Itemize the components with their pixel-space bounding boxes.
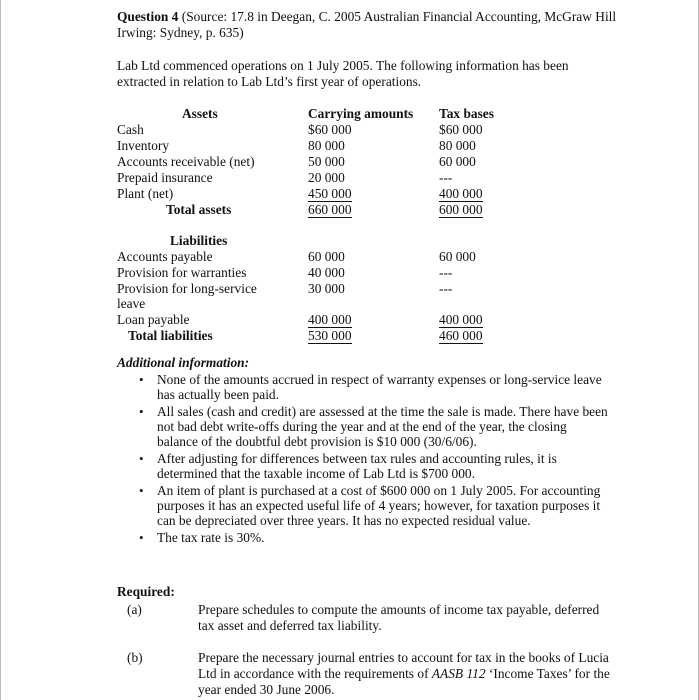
asset-carrying-receivable: 50 000 [308, 154, 345, 169]
intro-paragraph: Lab Ltd commenced operations on 1 July 2005. The following information has been extracted in relation to Lab Ltd’s first year of operations. [117, 58, 569, 89]
total-assets-tax: 600 000 [439, 202, 483, 217]
bullet-icon: • [139, 372, 144, 387]
required-a-label: (a) [127, 602, 142, 617]
asset-label-prepaid: Prepaid insurance [117, 170, 213, 185]
asset-tax-prepaid: --- [439, 170, 453, 185]
list-item: • An item of plant is purchased at a cost of $600 000 on 1 July 2005. For accounting purposes it has an expected useful life of 4 years; however, for taxation purposes it can be depreciated over three years. It has no expected residual value. [139, 483, 601, 528]
liability-label-warranties: Provision for warranties [117, 265, 247, 280]
required-b-text: Prepare the necessary journal entries to account for tax in the books of Lucia Ltd in accordance with the requirements of AASB 112 ‘Income Taxes’ for the year ended 30 June 2006. [198, 650, 610, 697]
list-item: • After adjusting for differences between tax rules and accounting rules, it is determined that the taxable income of Lab Ltd is $700 000. [139, 451, 557, 481]
asset-carrying-cash: $60 000 [308, 122, 352, 137]
liability-label-lsl-line1: Provision for long-service [117, 281, 257, 296]
question-label: Question 4 [117, 9, 179, 24]
list-item: • The tax rate is 30%. [139, 530, 265, 545]
liability-label-lsl-line2: leave [117, 296, 146, 311]
liabilities-header: Liabilities [170, 233, 228, 248]
total-assets-label: Total assets [166, 202, 232, 217]
total-liabilities-label: Total liabilities [128, 328, 213, 343]
asset-carrying-prepaid: 20 000 [308, 170, 345, 185]
carrying-amounts-header: Carrying amounts [308, 106, 414, 121]
required-a-text: Prepare schedules to compute the amounts of income tax payable, deferred tax asset and deferred tax liability. [198, 602, 600, 633]
liability-tax-loan: 400 000 [439, 312, 483, 327]
liability-tax-payable: 60 000 [439, 249, 476, 264]
liability-label-loan: Loan payable [117, 312, 190, 327]
bullet-icon: • [139, 530, 144, 545]
bullet-icon: • [139, 451, 144, 466]
asset-carrying-plant: 450 000 [308, 186, 352, 201]
total-assets-carrying: 660 000 [308, 202, 352, 217]
liability-carrying-payable: 60 000 [308, 249, 345, 264]
bullet-icon: • [139, 483, 144, 498]
liability-carrying-warranties: 40 000 [308, 265, 345, 280]
total-liabilities-carrying: 530 000 [308, 328, 352, 343]
asset-label-plant: Plant (net) [117, 186, 174, 201]
asset-label-inventory: Inventory [117, 138, 170, 153]
asset-tax-inventory: 80 000 [439, 138, 476, 153]
question-heading [117, 9, 617, 41]
additional-info-title: Additional information: [117, 355, 250, 370]
required-title: Required: [117, 584, 175, 599]
total-liabilities-tax: 460 000 [439, 328, 483, 343]
asset-carrying-inventory: 80 000 [308, 138, 345, 153]
asset-tax-plant: 400 000 [439, 186, 483, 201]
asset-label-cash: Cash [117, 122, 144, 137]
liability-carrying-loan: 400 000 [308, 312, 352, 327]
additional-info-list [139, 372, 609, 547]
question-source: (Source: 17.8 in Deegan, C. 2005 Australian Financial Accounting, McGraw Hill Irwing: Sydney, p. 635) [117, 9, 617, 40]
liability-carrying-lsl: 30 000 [308, 281, 345, 296]
assets-header: Assets [182, 106, 218, 121]
asset-label-receivable: Accounts receivable (net) [117, 154, 255, 169]
list-item: • All sales (cash and credit) are assessed at the time the sale is made. There have been not bad debt write-offs during the year and at the end of the year, the closing balance of the doubtful debt provision is $10 000 (30/6/06). [139, 404, 608, 449]
asset-tax-receivable: 60 000 [439, 154, 476, 169]
liability-label-payable: Accounts payable [117, 249, 213, 264]
liability-tax-warranties: --- [439, 265, 453, 280]
tax-bases-header: Tax bases [439, 106, 494, 121]
asset-tax-cash: $60 000 [439, 122, 483, 137]
liability-tax-lsl: --- [439, 281, 453, 296]
required-b-label: (b) [127, 650, 143, 665]
standard-name: AASB 112 [431, 666, 486, 681]
list-item: • None of the amounts accrued in respect of warranty expenses or long-service leave has actually been paid. [139, 372, 602, 402]
bullet-icon: • [139, 404, 144, 419]
